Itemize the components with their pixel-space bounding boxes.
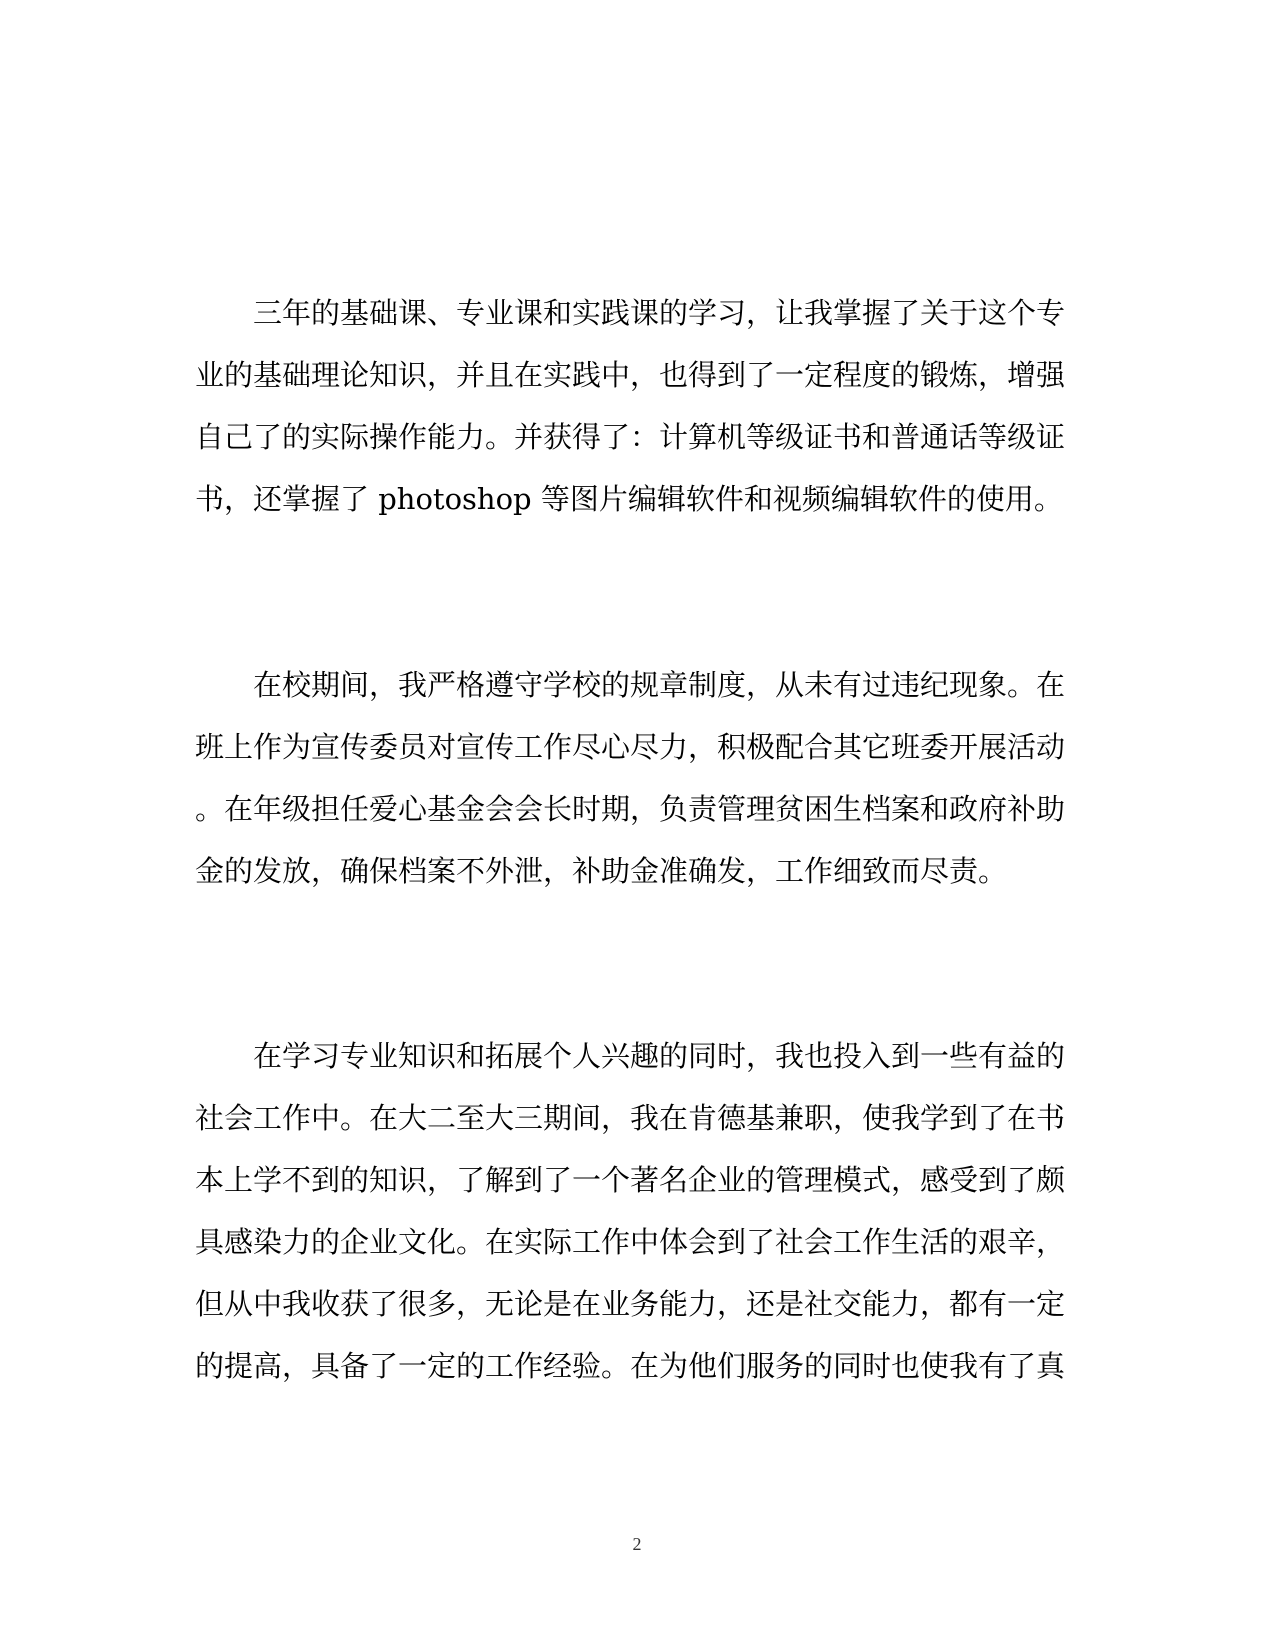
paragraph-line: 的提高，具备了一定的工作经验。在为他们服务的同时也使我有了真: [195, 1349, 1066, 1383]
page-number: 2: [632, 1534, 642, 1554]
paragraph-line: 金的发放，确保档案不外泄，补助金准确发，工作细致而尽责。: [195, 854, 1008, 888]
paragraph-line: 。在年级担任爱心基金会会长时期，负责管理贫困生档案和政府补助: [195, 792, 1066, 826]
paragraph-line: 但从中我收获了很多，无论是在业务能力，还是社交能力，都有一定: [195, 1287, 1066, 1321]
paragraph-line: 自己了的实际操作能力。并获得了：计算机等级证书和普通话等级证: [195, 420, 1066, 454]
paragraph-line: 业的基础理论知识，并且在实践中，也得到了一定程度的锻炼，增强: [195, 358, 1066, 392]
paragraph-line: 班上作为宣传委员对宣传工作尽心尽力，积极配合其它班委开展活动: [195, 730, 1066, 764]
paragraph-line: 在校期间，我严格遵守学校的规章制度，从未有过违纪现象。在: [253, 668, 1066, 702]
paragraph-line: 三年的基础课、专业课和实践课的学习，让我掌握了关于这个专: [253, 296, 1066, 330]
paragraph-line: 社会工作中。在大二至大三期间，我在肯德基兼职，使我学到了在书: [195, 1101, 1066, 1135]
paragraph-line: 在学习专业知识和拓展个人兴趣的同时，我也投入到一些有益的: [253, 1039, 1066, 1073]
paragraph-line: 书，还掌握了 photoshop 等图片编辑软件和视频编辑软件的使用。: [195, 482, 1063, 516]
paragraph-line: 具感染力的企业文化。在实际工作中体会到了社会工作生活的艰辛，: [195, 1225, 1066, 1259]
paragraph-line: 本上学不到的知识，了解到了一个著名企业的管理模式，感受到了颇: [195, 1163, 1066, 1197]
